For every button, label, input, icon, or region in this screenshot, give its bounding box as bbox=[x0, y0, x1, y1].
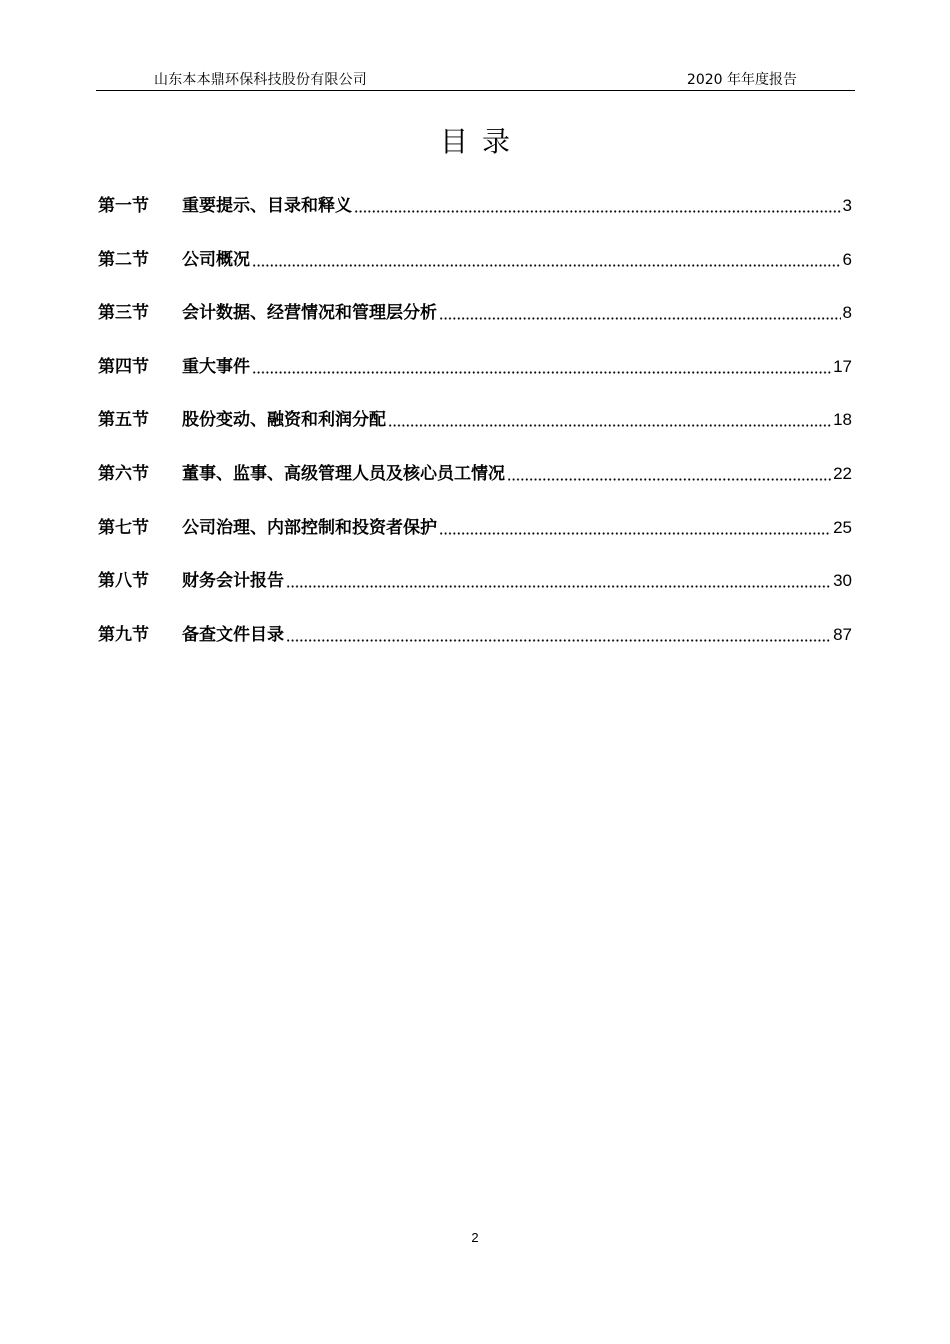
toc-leader-dots bbox=[439, 300, 841, 320]
toc-section-number: 第七节 bbox=[98, 517, 149, 538]
toc-page-number: 17 bbox=[833, 356, 852, 376]
toc-section-title: 重大事件 bbox=[182, 356, 250, 377]
page-header bbox=[96, 66, 855, 91]
toc-leader-dots bbox=[286, 568, 831, 588]
toc-leader-dots bbox=[252, 354, 831, 374]
header-report-title: 2020 年年度报告 bbox=[686, 72, 797, 88]
toc-section-number: 第二节 bbox=[98, 249, 149, 270]
toc-page-number: 30 bbox=[833, 571, 852, 591]
toc-item-8[interactable] bbox=[98, 568, 852, 622]
toc-section-title: 董事、监事、高级管理人员及核心员工情况 bbox=[182, 463, 505, 484]
toc-section-title: 财务会计报告 bbox=[182, 571, 284, 592]
toc-leader-dots bbox=[388, 407, 831, 427]
toc-item-4[interactable] bbox=[98, 354, 852, 408]
toc-page-number: 6 bbox=[842, 249, 852, 269]
toc-item-6[interactable] bbox=[98, 461, 852, 515]
toc-leader-dots bbox=[439, 515, 831, 535]
toc-page-number: 3 bbox=[842, 196, 852, 215]
toc-item-2[interactable] bbox=[98, 247, 852, 301]
toc-section-title: 公司治理、内部控制和投资者保护 bbox=[182, 517, 437, 538]
toc-section-number: 第四节 bbox=[98, 356, 149, 377]
header-company-name: 山东本本鼎环保科技股份有限公司 bbox=[154, 72, 367, 88]
toc-item-5[interactable] bbox=[98, 407, 852, 461]
toc-page-number: 22 bbox=[833, 463, 852, 483]
toc-leader-dots bbox=[354, 193, 841, 213]
toc-section-number: 第三节 bbox=[98, 303, 149, 324]
toc-leader-dots bbox=[286, 622, 831, 642]
toc-section-number: 第一节 bbox=[98, 196, 149, 216]
toc-section-title: 重要提示、目录和释义 bbox=[182, 196, 352, 216]
toc-section-title: 股份变动、融资和利润分配 bbox=[182, 410, 386, 431]
toc-item-7[interactable] bbox=[98, 515, 852, 569]
toc-section-number: 第九节 bbox=[98, 624, 149, 645]
toc-page-number: 8 bbox=[842, 303, 852, 323]
toc-item-3[interactable] bbox=[98, 300, 852, 354]
toc-page-number: 25 bbox=[833, 517, 852, 537]
toc-section-number: 第五节 bbox=[98, 410, 149, 431]
toc-leader-dots bbox=[507, 461, 831, 481]
toc-leader-dots bbox=[252, 247, 841, 267]
toc-section-number: 第六节 bbox=[98, 463, 149, 484]
toc-item-9[interactable] bbox=[98, 622, 852, 676]
toc-list bbox=[98, 193, 852, 675]
toc-page-number: 87 bbox=[833, 624, 852, 644]
page-number: 2 bbox=[471, 1230, 479, 1245]
toc-section-number: 第八节 bbox=[98, 571, 149, 592]
toc-section-title: 备查文件目录 bbox=[182, 624, 284, 645]
toc-item-1[interactable] bbox=[98, 193, 852, 247]
toc-title: 目录 bbox=[439, 125, 524, 158]
toc-section-title: 公司概况 bbox=[182, 249, 250, 270]
toc-page-number: 18 bbox=[833, 410, 852, 430]
toc-section-title: 会计数据、经营情况和管理层分析 bbox=[182, 303, 437, 324]
